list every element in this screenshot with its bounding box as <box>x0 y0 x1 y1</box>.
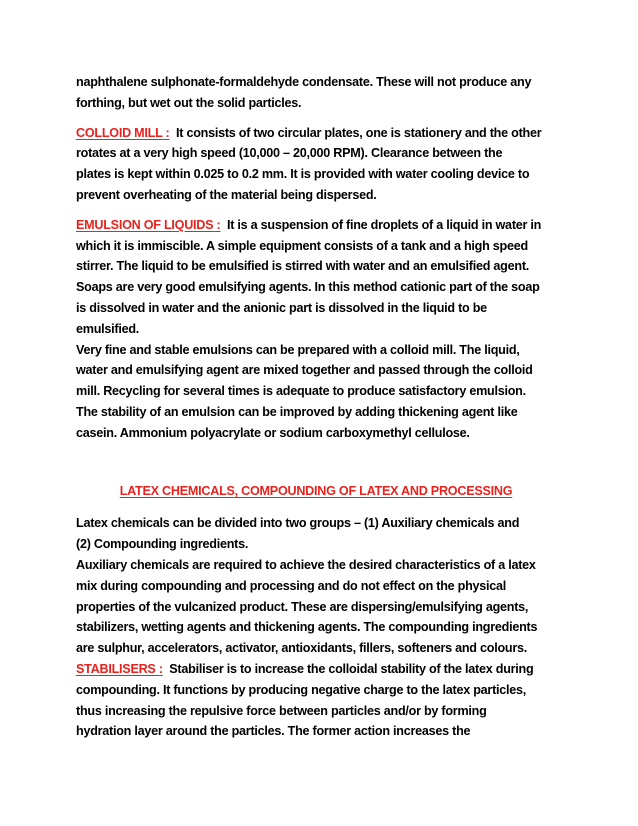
text-line: compounding. It functions by producing negative charge to the latex particles, <box>76 682 527 697</box>
stabilisers-term: STABILISERS : <box>76 661 163 676</box>
text-line: casein. Ammonium polyacrylate or sodium carboxymethyl cellulose. <box>76 425 470 440</box>
text-line: water and emulsifying agent are mixed together and passed through the colloid <box>76 363 533 378</box>
text-line: Soaps are very good emulsifying agents. In this method cationic part of the soap <box>76 280 540 295</box>
text-line: properties of the vulcanized product. These are dispersing/emulsifying agents, <box>76 599 529 614</box>
text-line: rotates at a very high speed (10,000 – 20,000 RPM). Clearance between the <box>76 146 503 161</box>
text-line: naphthalene sulphonate-formaldehyde condensate. These will not produce any <box>76 75 532 89</box>
document-page <box>76 72 564 742</box>
text-line: mill. Recycling for several times is adequate to produce satisfactory emulsion. <box>76 384 526 399</box>
text-line: mix during compounding and processing and do not effect on the physical <box>76 578 507 593</box>
text-fragment: Stabiliser is to increase the colloidal stability of the latex during <box>162 661 534 676</box>
text-line: prevent overheating of the material being dispersed. <box>76 187 377 202</box>
section-heading: LATEX CHEMICALS, COMPOUNDING OF LATEX AND PROCESSING <box>119 483 513 498</box>
text-line: stirrer. The liquid to be emulsified is stirred with water and an emulsified agent. <box>76 259 530 274</box>
text-line: emulsified. <box>76 321 140 336</box>
stabilisers-paragraph <box>76 659 564 742</box>
text-line: The stability of an emulsion can be improved by adding thickening agent like <box>76 404 518 419</box>
text-line: forthing, but wet out the solid particles. <box>76 95 302 110</box>
text-fragment: It consists of two circular plates, one is stationery and the other <box>169 125 542 140</box>
text-line <box>76 123 564 144</box>
emulsion-term: EMULSION OF LIQUIDS : <box>76 217 221 232</box>
text-line: Very fine and stable emulsions can be prepared with a colloid mill. The liquid, <box>76 342 520 357</box>
emulsion-paragraph <box>76 215 564 444</box>
text-line: (2) Compounding ingredients. <box>76 537 249 552</box>
text-line <box>76 215 564 236</box>
text-line: stabilizers, wetting agents and thickening agents. The compounding ingredients <box>76 620 538 635</box>
text-line: Latex chemicals can be divided into two groups – (1) Auxiliary chemicals and <box>76 516 520 531</box>
text-line: hydration layer around the particles. The former action increases the <box>76 724 471 739</box>
text-line: Auxiliary chemicals are required to achieve the desired characteristics of a latex <box>76 557 536 572</box>
text-line: are sulphur, accelerators, activator, antioxidants, fillers, softeners and colours. <box>76 641 527 656</box>
text-line: thus increasing the repulsive force between particles and/or by forming <box>76 703 487 718</box>
latex-paragraph <box>76 513 564 659</box>
text-line: is dissolved in water and the anionic part is dissolved in the liquid to be <box>76 300 487 315</box>
text-fragment: It is a suspension of fine droplets of a liquid in water in <box>220 217 542 232</box>
text-line <box>76 659 564 680</box>
intro-paragraph <box>76 72 564 114</box>
colloid-mill-paragraph <box>76 123 564 206</box>
text-line: plates is kept within 0.025 to 0.2 mm. It is provided with water cooling device to <box>76 167 530 182</box>
text-line: which it is immiscible. A simple equipment consists of a tank and a high speed <box>76 238 528 253</box>
colloid-mill-term: COLLOID MILL : <box>76 125 170 140</box>
